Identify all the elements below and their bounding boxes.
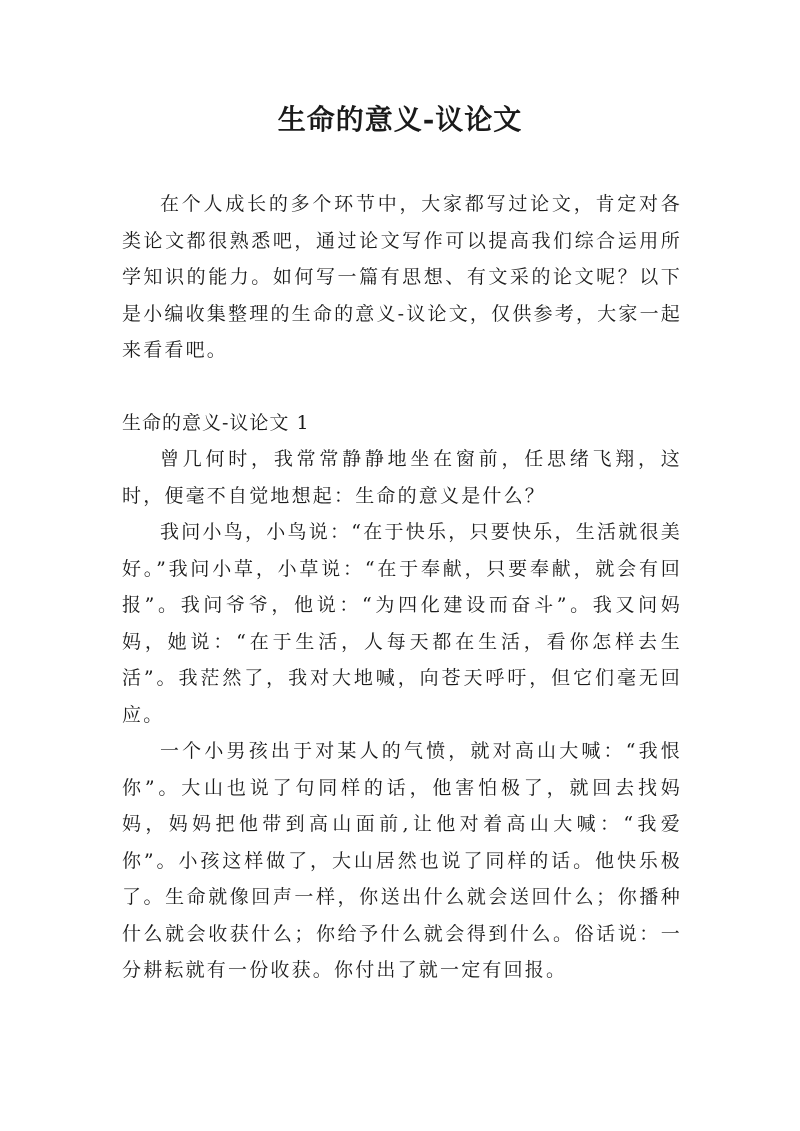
body-paragraph-2: 我问小鸟，小鸟说：“在于快乐，只要快乐，生活就很美好。”我问小草，小草说：“在于奉献，只要奉献，就会有回报”。我问爷爷，他说：“为四化建设而奋斗”。我又问妈妈，她说：“在于生活，人每天都在生活，看你怎样去生活”。我茫然了，我对大地喊，向苍天呼吁，但它们毫无回应。 bbox=[122, 521, 682, 726]
section-heading: 生命的意义-议论文 1 bbox=[122, 411, 310, 434]
intro-paragraph: 在个人成长的多个环节中，大家都写过论文，肯定对各类论文都很熟悉吧，通过论文写作可以提高我们综合运用所学知识的能力。如何写一篇有思想、有文采的论文呢？以下是小编收集整理的生命的意义-议论文，仅供参考，大家一起来看看吧。 bbox=[122, 193, 682, 361]
document-title: 生命的意义-议论文 bbox=[277, 103, 523, 136]
document-body bbox=[122, 186, 682, 989]
body-paragraph-3: 一个小男孩出于对某人的气愤，就对高山大喊：“我恨你”。大山也说了句同样的话，他害怕极了，就回去找妈妈，妈妈把他带到高山面前,让他对着高山大喊：“我爱你”。小孩这样做了，大山居然也说了同样的话。他快乐极了。生命就像回声一样，你送出什么就会送回什么；你播种什么就会收获什么；你给予什么就会得到什么。俗话说：一分耕耘就有一份收获。你付出了就一定有回报。 bbox=[122, 740, 682, 981]
body-paragraph-1: 曾几何时，我常常静静地坐在窗前，任思绪飞翔，这时，便毫不自觉地想起：生命的意义是什么？ bbox=[122, 448, 682, 507]
